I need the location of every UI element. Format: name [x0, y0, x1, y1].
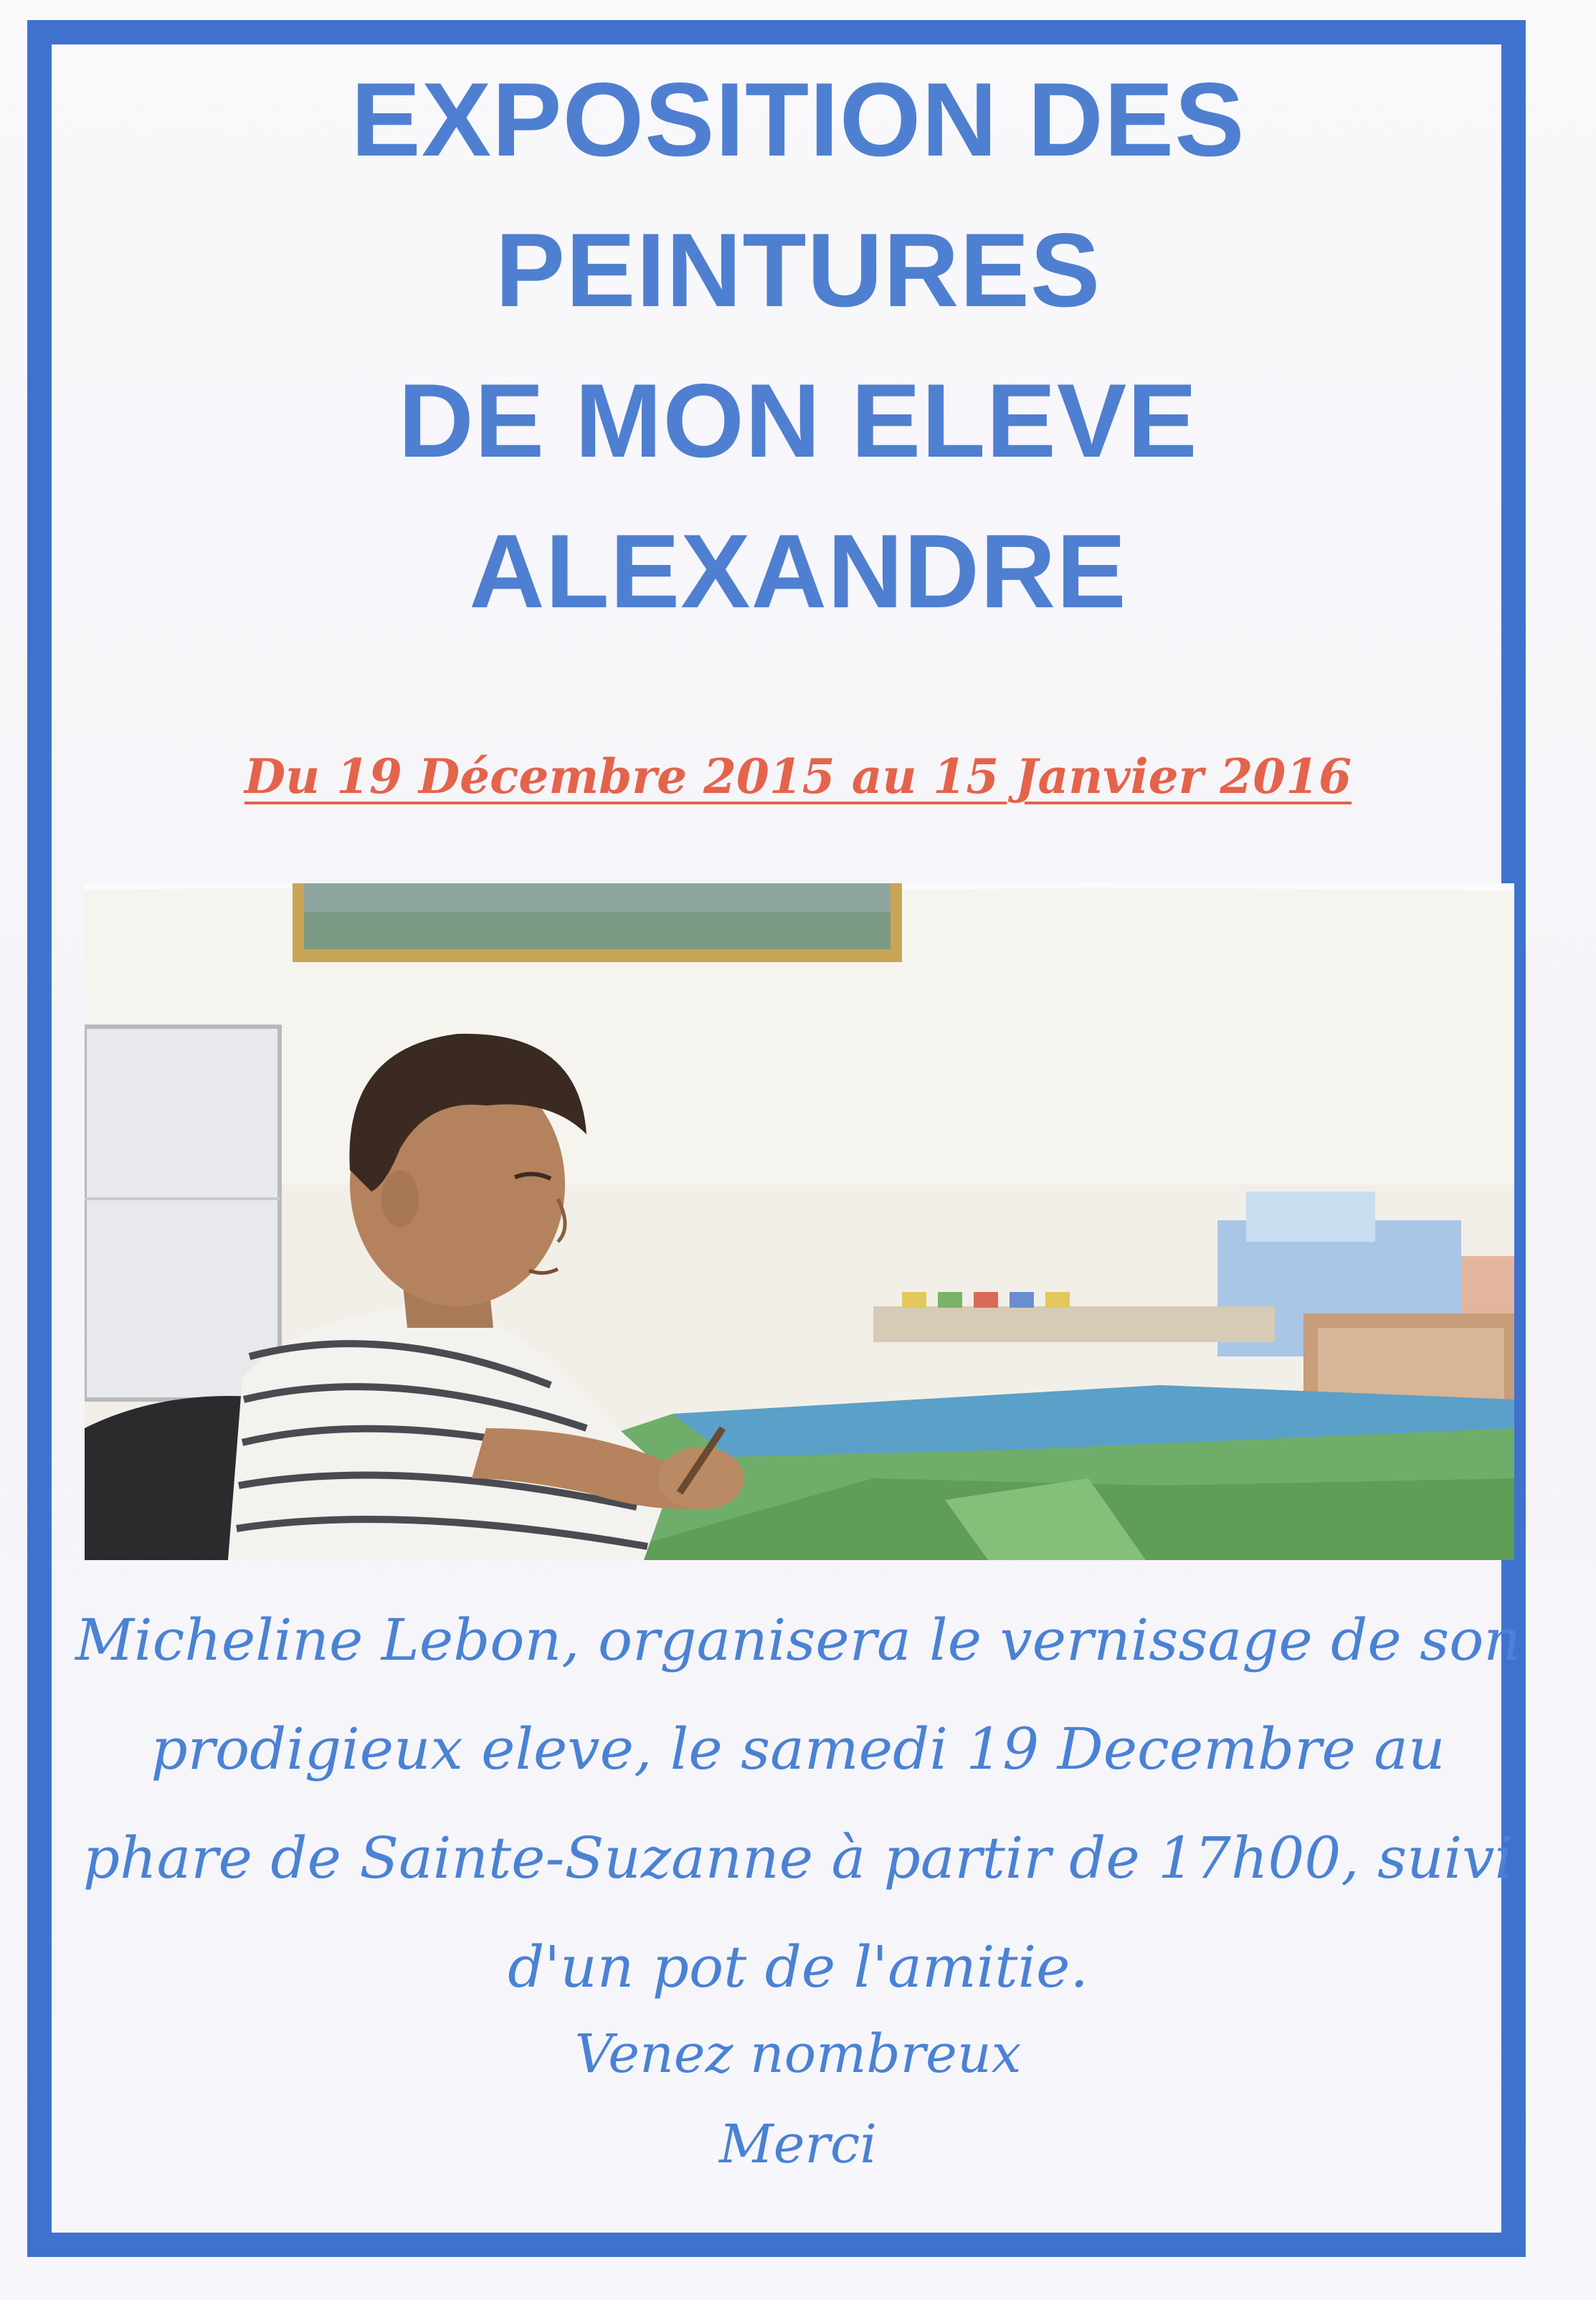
title-line-1: EXPOSITION DES — [351, 61, 1245, 178]
boy-painting-illustration — [85, 883, 1514, 1560]
announcement-line-1: Micheline Lebon, organisera le vernissage de son — [75, 1607, 1521, 1673]
thanks-text: Merci — [718, 2114, 878, 2175]
announcement-line-3: phare de Sainte-Suzanne à partir de 17h00, suivi — [82, 1825, 1514, 1891]
title-line-4: ALEXANDRE — [469, 513, 1127, 629]
exhibition-dates-text: Du 19 Décembre 2015 au 15 Janvier 2016 — [244, 749, 1352, 804]
vernissage-announcement — [72, 1586, 1524, 2022]
poster-photo — [85, 883, 1514, 1560]
poster-title — [57, 44, 1539, 647]
announcement-line-4: d'un pot de l'amitie. — [508, 1934, 1088, 2000]
title-line-2: PEINTURES — [495, 212, 1101, 328]
invitation-text: Venez nombreux — [574, 2023, 1022, 2085]
exhibition-dates — [57, 744, 1539, 809]
title-line-3: DE MON ELEVE — [398, 362, 1198, 479]
announcement-line-2: prodigieux eleve, le samedi 19 Decembre au — [151, 1716, 1445, 1782]
